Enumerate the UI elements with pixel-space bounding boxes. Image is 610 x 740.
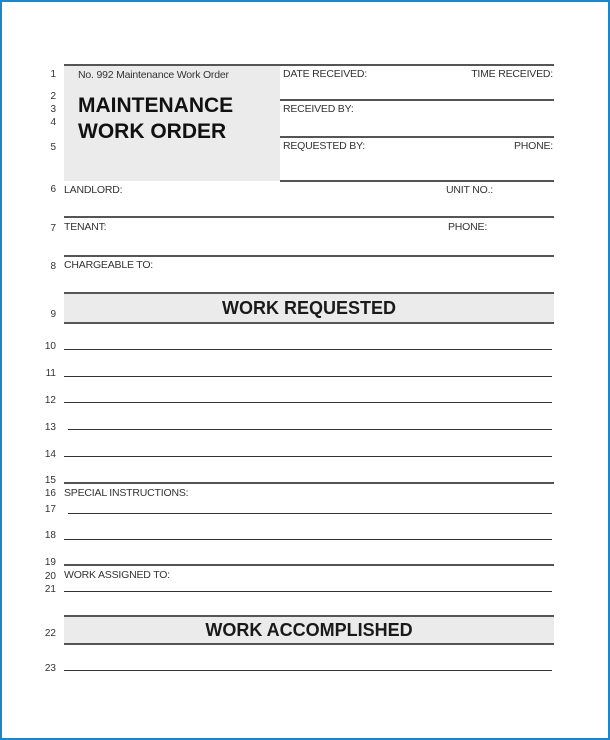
- tenant-phone-label: PHONE:: [448, 221, 488, 233]
- landlord-label: LANDLORD:: [64, 184, 123, 196]
- write-line[interactable]: [68, 513, 552, 514]
- line-number: 22: [44, 628, 56, 639]
- line-number: 19: [44, 557, 56, 568]
- line-number: 5: [50, 142, 56, 153]
- requested-by-label: REQUESTED BY:: [283, 140, 366, 152]
- tenant-line[interactable]: [64, 255, 554, 257]
- line-number: 11: [45, 368, 56, 379]
- date-received-label: DATE RECEIVED:: [283, 68, 367, 80]
- received-by-line[interactable]: [280, 136, 554, 138]
- line-number: 15: [44, 475, 56, 486]
- line-number: 20: [44, 571, 56, 582]
- write-line[interactable]: [64, 376, 552, 377]
- received-by-label: RECEIVED BY:: [283, 103, 354, 115]
- form-number: No. 992 Maintenance Work Order: [78, 69, 229, 81]
- line-number: 2: [50, 91, 56, 102]
- unit-no-label: UNIT NO.:: [446, 184, 494, 196]
- line-number: 1: [50, 69, 56, 80]
- write-line[interactable]: [64, 591, 552, 592]
- line-number: 23: [44, 663, 56, 674]
- write-line[interactable]: [64, 349, 552, 350]
- title-line-2: WORK ORDER: [78, 120, 227, 143]
- line-number: 9: [50, 309, 56, 320]
- write-line[interactable]: [64, 402, 552, 403]
- landlord-line[interactable]: [64, 216, 554, 218]
- line-number: 18: [44, 530, 56, 541]
- line-number: 7: [50, 223, 56, 234]
- line-number: 16: [44, 488, 56, 499]
- write-line[interactable]: [64, 456, 552, 457]
- requested-by-line[interactable]: [280, 180, 554, 182]
- line-number: 13: [44, 422, 56, 433]
- date-received-line[interactable]: [280, 99, 554, 101]
- write-line[interactable]: [68, 429, 552, 430]
- section-rule: [64, 564, 554, 566]
- title-line-1: MAINTENANCE: [78, 94, 234, 117]
- work-accomplished-header: WORK ACCOMPLISHED: [64, 615, 554, 645]
- write-line[interactable]: [64, 539, 552, 540]
- line-number: 10: [44, 341, 56, 352]
- line-number: 21: [44, 584, 56, 595]
- section-rule: [64, 482, 554, 484]
- line-number: 12: [44, 395, 56, 406]
- line-number: 3: [50, 104, 56, 115]
- line-number: 17: [44, 504, 56, 515]
- time-received-label: TIME RECEIVED:: [471, 68, 553, 80]
- tenant-label: TENANT:: [64, 221, 107, 233]
- work-requested-header: WORK REQUESTED: [64, 292, 554, 324]
- line-number: 14: [44, 449, 56, 460]
- special-instructions-label: SPECIAL INSTRUCTIONS:: [64, 487, 189, 499]
- phone-label: PHONE:: [513, 140, 553, 152]
- work-assigned-to-label: WORK ASSIGNED TO:: [64, 569, 170, 581]
- form-title: [78, 93, 233, 145]
- chargeable-to-label: CHARGEABLE TO:: [64, 259, 154, 271]
- line-number: 6: [50, 184, 56, 195]
- line-number: 8: [50, 261, 56, 272]
- line-number: 4: [50, 117, 56, 128]
- write-line[interactable]: [64, 670, 552, 671]
